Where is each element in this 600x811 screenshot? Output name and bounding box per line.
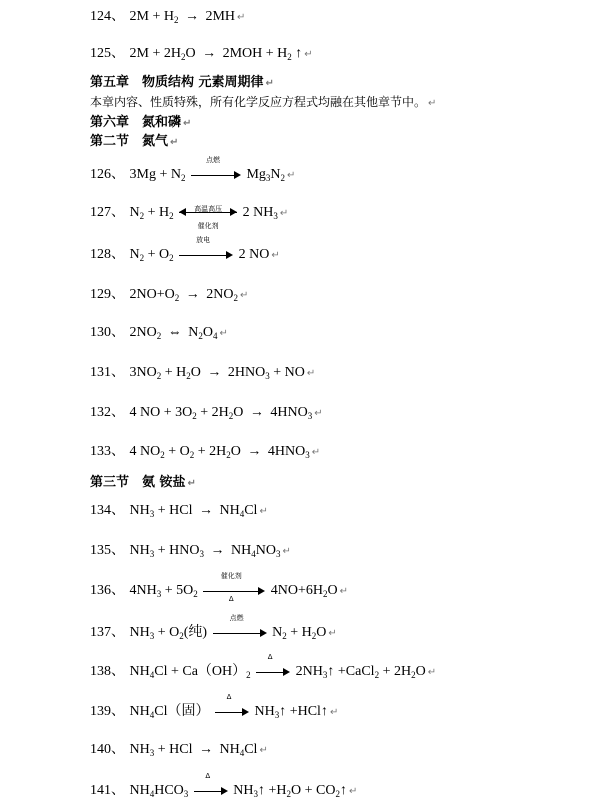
equilibrium-arrow-icon: ⇔ xyxy=(167,325,182,340)
equation-number: 137、 xyxy=(90,625,125,640)
gas-up-icon: ↑ xyxy=(340,783,348,798)
equation-number: 124、 xyxy=(90,9,125,24)
section-2-title: 第二节 氮气 ↵ xyxy=(90,134,179,149)
equation-text: $NH_4Cl$（固） Δ $NH_3↑$ +HCl↑ xyxy=(129,692,328,720)
section-3-title: 第三节 氨 铵盐 ↵ xyxy=(90,475,196,490)
condition-label: 点燃 xyxy=(205,155,220,164)
equation-number: 139、 xyxy=(90,704,125,719)
arrow-icon: → xyxy=(202,46,217,61)
equation-number: 125、 xyxy=(90,46,125,61)
equation-140 xyxy=(90,741,268,760)
equation-text: $3Mg + N_2$ 点燃 $Mg_3N_2$ xyxy=(129,155,286,183)
condition-label: Δ xyxy=(205,771,211,780)
equation-number: 128、 xyxy=(90,247,125,262)
paragraph-mark-icon: ↵ xyxy=(259,745,268,756)
gas-up-icon: ↑ xyxy=(327,664,335,679)
paragraph-mark-icon: ↵ xyxy=(428,98,437,109)
arrow-icon: → xyxy=(184,9,199,24)
reversible-arrow-icon xyxy=(179,204,237,230)
paragraph-mark-icon: ↵ xyxy=(339,586,348,597)
equation-number: 136、 xyxy=(90,583,125,598)
arrow-icon: → xyxy=(185,287,200,302)
paragraph-mark-icon: ↵ xyxy=(259,506,268,517)
equation-number: 141、 xyxy=(90,783,125,798)
equation-125 xyxy=(90,45,313,64)
equation-text: $3NO_2 + H_2O \to 2HNO_3$ + NO xyxy=(129,365,305,381)
condition-label: Δ xyxy=(228,594,234,603)
equation-text: $NH_3$ + HCl → $NH_4Cl$ xyxy=(129,503,258,519)
equation-127 xyxy=(90,204,289,230)
arrow-icon: → xyxy=(198,503,213,518)
paragraph-mark-icon: ↵ xyxy=(349,786,358,797)
condition-label: 催化剂 xyxy=(220,571,242,580)
equation-138 xyxy=(90,652,437,682)
paragraph-mark-icon: ↵ xyxy=(183,118,192,129)
arrow-icon: → xyxy=(247,444,262,459)
paragraph-mark-icon: ↵ xyxy=(287,170,296,181)
paragraph-mark-icon: ↵ xyxy=(219,328,228,339)
equation-126 xyxy=(90,155,296,185)
equation-text: $NH_3 + O_2$(纯) 点燃 $N_2 + H_2O$ xyxy=(129,613,327,641)
paragraph-mark-icon: ↵ xyxy=(314,408,323,419)
paragraph-mark-icon: ↵ xyxy=(279,208,289,219)
equation-text: $2NO+O_2 \to 2NO_2$ xyxy=(129,287,238,303)
paragraph-mark-icon: ↵ xyxy=(187,478,196,489)
ignite-arrow-icon xyxy=(191,155,241,182)
equation-number: 134、 xyxy=(90,503,125,518)
paragraph-mark-icon: ↵ xyxy=(311,447,321,458)
equation-136 xyxy=(90,571,348,603)
gas-up-icon: ↑ xyxy=(320,704,328,719)
equation-text: $NH_4HCO_3$ Δ $NH_3↑ +H_2O$ + $CO_2↑$ xyxy=(129,771,348,799)
equation-135 xyxy=(90,542,291,561)
equation-141 xyxy=(90,771,358,801)
equation-text: $NH_4Cl + Ca(OH)_2$ Δ $2NH_3↑$ +CaCl$_2$ + $2H_2O$ xyxy=(129,652,426,680)
paragraph-mark-icon: ↵ xyxy=(304,49,313,60)
heat-arrow-icon xyxy=(215,692,249,719)
chapter-5-note: 本章内容、性质特殊，所有化学反应方程式均融在其他章节中。 ↵ xyxy=(90,95,437,109)
condition-label: 放电 xyxy=(196,235,211,244)
ignite-arrow-icon xyxy=(213,613,267,640)
paragraph-mark-icon: ↵ xyxy=(265,78,274,89)
paragraph-mark-icon: ↵ xyxy=(237,12,246,23)
equation-text: $4NH_3 + 5O_2$ 催化剂 Δ $4NO+6H_2O$ xyxy=(129,571,338,603)
equation-number: 127、 xyxy=(90,205,125,220)
arrow-icon: → xyxy=(198,742,213,757)
heat-arrow-icon xyxy=(256,652,290,679)
condition-label: 催化剂 xyxy=(197,221,219,230)
arrow-icon: → xyxy=(210,543,225,558)
paragraph-mark-icon: ↵ xyxy=(239,290,249,301)
condition-label: 点燃 xyxy=(229,613,244,622)
paragraph-mark-icon: ↵ xyxy=(328,628,337,639)
equation-124 xyxy=(90,8,245,27)
equation-number: 133、 xyxy=(90,444,125,459)
equation-text: $NH_3 + HNO_3 \to NH_4NO_3$ xyxy=(129,543,281,559)
discharge-arrow-icon xyxy=(179,235,233,262)
chapter-5-title: 第五章 物质结构 元素周期律 ↵ xyxy=(90,75,274,90)
equation-139 xyxy=(90,692,339,722)
equation-133 xyxy=(90,443,320,462)
equation-number: 138、 xyxy=(90,664,125,679)
equation-number: 130、 xyxy=(90,325,125,340)
equation-number: 135、 xyxy=(90,543,125,558)
chapter-6-title: 第六章 氮和磷 ↵ xyxy=(90,115,192,130)
equation-number: 129、 xyxy=(90,287,125,302)
equation-134 xyxy=(90,502,268,521)
arrow-icon: → xyxy=(249,405,264,420)
equation-132 xyxy=(90,404,323,423)
equation-131 xyxy=(90,364,315,383)
condition-label: Δ xyxy=(267,652,273,661)
catalyst-heat-arrow-icon xyxy=(203,571,265,603)
paragraph-mark-icon: ↵ xyxy=(306,368,316,379)
condition-label: Δ xyxy=(226,692,232,701)
equation-number: 132、 xyxy=(90,405,125,420)
condition-label: 高温高压 xyxy=(194,204,223,213)
paragraph-mark-icon: ↵ xyxy=(282,546,291,557)
equation-text: $2M + H_2 \to 2MH$ xyxy=(129,9,236,25)
paragraph-mark-icon: ↵ xyxy=(170,137,179,148)
equation-number: 131、 xyxy=(90,365,125,380)
equation-text: $NH_3$ + HCl → $NH_4Cl$ xyxy=(129,742,258,758)
equation-text: $2M + 2H_2O \to 2MOH + H_2$ ↑ xyxy=(129,46,303,62)
equation-text: 4 NO + $3O_2 + 2H_2O \to 4HNO_3$ xyxy=(129,405,313,421)
equation-number: 140、 xyxy=(90,742,125,757)
gas-up-icon: ↑ xyxy=(258,783,266,798)
heat-arrow-icon xyxy=(194,771,228,798)
paragraph-mark-icon: ↵ xyxy=(271,250,280,261)
arrow-icon: → xyxy=(207,365,222,380)
equation-129 xyxy=(90,286,248,305)
equation-text: 4 $NO_2 + O_2 + 2H_2O \to 4HNO_3$ xyxy=(129,444,310,460)
equation-text: $N_2 + O_2$ 放电 2 NO xyxy=(129,235,270,263)
gas-up-icon: ↑ xyxy=(279,704,287,719)
equation-128 xyxy=(90,235,280,265)
paragraph-mark-icon: ↵ xyxy=(427,667,437,678)
equation-130 xyxy=(90,324,228,343)
gas-up-icon: ↑ xyxy=(295,46,303,61)
equation-text: $2NO_2$ ⇔ $N_2O_4$ xyxy=(129,325,218,341)
paragraph-mark-icon: ↵ xyxy=(329,707,339,718)
equation-number: 126、 xyxy=(90,167,125,182)
equation-137 xyxy=(90,613,337,643)
equation-text: $N_2 + H_2$ 高温高压 催化剂 2 $NH_3$ xyxy=(130,204,278,222)
